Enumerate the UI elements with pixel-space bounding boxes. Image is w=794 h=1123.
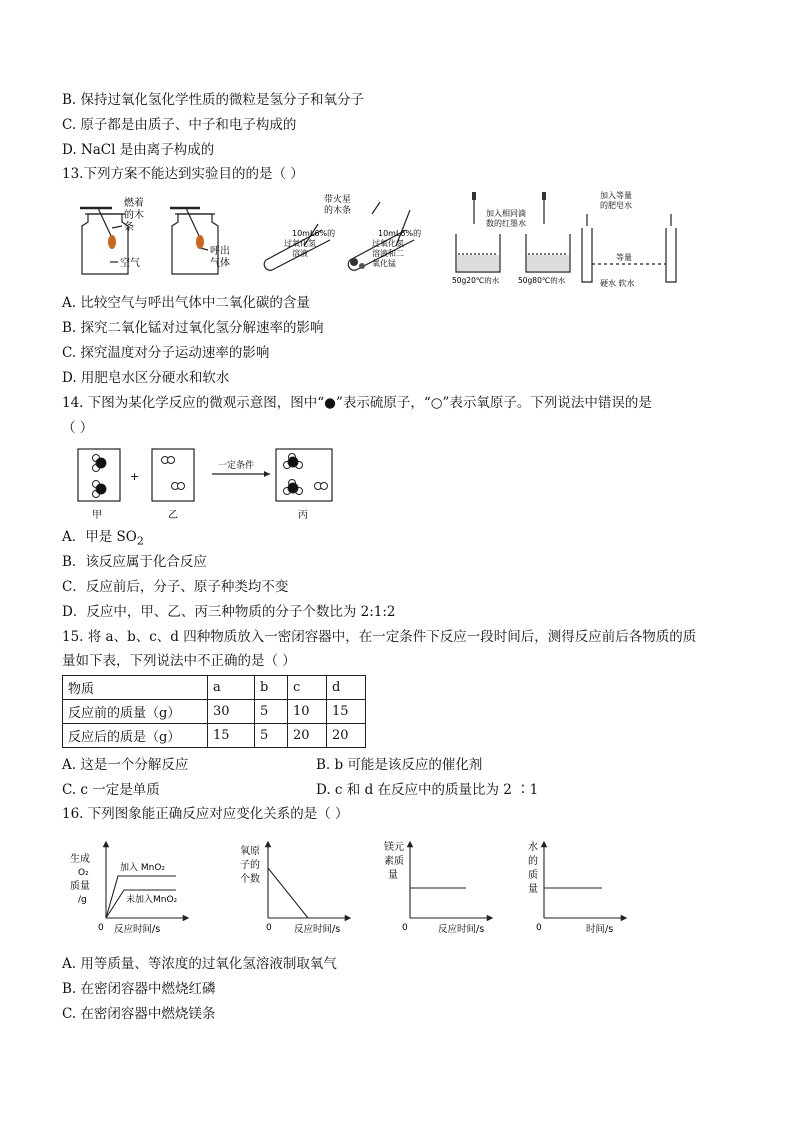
- svg-text:的: 的: [528, 856, 538, 867]
- table-cell: a: [208, 676, 255, 700]
- table-cell: 15: [327, 700, 366, 724]
- svg-text:10mL6%的: 10mL6%的: [292, 229, 336, 238]
- svg-text:等量: 等量: [616, 253, 632, 262]
- svg-text:未加入MnO₂: 未加入MnO₂: [126, 895, 178, 905]
- q13-option-a: A. 比较空气与呼出气体中二氧化碳的含量: [62, 295, 310, 311]
- q15-option-b: B. b 可能是该反应的催化剂: [316, 757, 483, 773]
- svg-text:0: 0: [98, 923, 104, 933]
- svg-text:量: 量: [388, 870, 398, 881]
- svg-text:溶液和二: 溶液和二: [372, 249, 404, 258]
- svg-text:+: +: [130, 470, 140, 483]
- svg-text:甲: 甲: [92, 510, 102, 521]
- table-cell: 15: [208, 724, 255, 748]
- q16-stem: 16. 下列图象能正确反应对应变化关系的是（ ）: [62, 806, 349, 822]
- svg-text:质: 质: [528, 870, 538, 881]
- table-cell: c: [288, 676, 327, 700]
- svg-text:个数: 个数: [240, 874, 260, 885]
- svg-text:的木: 的木: [124, 210, 144, 221]
- svg-text:燃着: 燃着: [124, 198, 144, 209]
- svg-text:硬水 软水: 硬水 软水: [600, 279, 635, 288]
- svg-text:丙: 丙: [298, 510, 308, 521]
- q16-graphs: [66, 838, 666, 948]
- q15-option-a: A. 这是一个分解反应: [62, 757, 189, 773]
- svg-text:带火星: 带火星: [324, 195, 352, 205]
- table-cell: 5: [255, 724, 288, 748]
- svg-text:镁元: 镁元: [384, 842, 404, 853]
- svg-text:加入等量: 加入等量: [600, 191, 632, 200]
- table-header-row: [63, 676, 366, 700]
- svg-text:反应时间/s: 反应时间/s: [114, 924, 161, 935]
- svg-text:氧化锰: 氧化锰: [372, 259, 396, 268]
- svg-text:0: 0: [402, 923, 408, 933]
- svg-text:反应时间/s: 反应时间/s: [438, 924, 485, 935]
- svg-text:O₂: O₂: [78, 868, 89, 878]
- svg-text:空气: 空气: [120, 258, 140, 269]
- svg-text:氧原: 氧原: [240, 846, 260, 857]
- svg-text:气体: 气体: [210, 258, 230, 269]
- q16-option-a: A. 用等质量、等浓度的过氧化氢溶液制取氧气: [62, 956, 337, 972]
- q16-option-b: B. 在密闭容器中燃烧红磷: [62, 981, 216, 997]
- svg-text:加入 MnO₂: 加入 MnO₂: [120, 863, 166, 873]
- q15-option-c: C. c 一定是单质: [62, 782, 160, 798]
- q15-mass-table: [62, 675, 366, 748]
- table-cell: 30: [208, 700, 255, 724]
- svg-text:呼出: 呼出: [210, 246, 230, 257]
- q12-option-b: B. 保持过氧化氢化学性质的微粒是氢分子和氧分子: [62, 92, 365, 108]
- q15-stem-line2: 量如下表，下列说法中不正确的是（ ）: [62, 653, 296, 669]
- q14-figure: [74, 446, 344, 526]
- svg-text:乙: 乙: [168, 510, 178, 521]
- svg-text:的木条: 的木条: [324, 206, 352, 216]
- q13-option-b: B. 探究二氧化锰对过氧化氢分解速率的影响: [62, 320, 324, 336]
- svg-text:过氧化氢: 过氧化氢: [372, 239, 404, 248]
- svg-text:过氧化氢: 过氧化氢: [284, 239, 316, 248]
- q13-stem: 13.下列方案不能达到实验目的的是（ ）: [62, 166, 304, 182]
- table-cell: 5: [255, 700, 288, 724]
- svg-text:生成: 生成: [70, 854, 90, 865]
- q13-figure: [60, 188, 690, 288]
- table-cell: b: [255, 676, 288, 700]
- q13-option-c: C. 探究温度对分子运动速率的影响: [62, 345, 270, 361]
- q16-option-c: C. 在密闭容器中燃烧镁条: [62, 1006, 216, 1022]
- svg-text:50g80℃的水: 50g80℃的水: [518, 276, 566, 285]
- svg-text:10mL6%的: 10mL6%的: [378, 229, 422, 238]
- table-cell: 20: [327, 724, 366, 748]
- svg-text:子的: 子的: [240, 860, 260, 871]
- svg-text:条: 条: [124, 222, 134, 233]
- q14-option-d: D．反应中，甲、乙、丙三种物质的分子个数比为 2:1:2: [62, 604, 396, 620]
- svg-text:量: 量: [528, 884, 538, 895]
- q14-option-c: C．反应前后，分子、原子种类均不变: [62, 579, 289, 595]
- svg-text:溶液: 溶液: [292, 249, 308, 258]
- q12-option-d: D. NaCl 是由离子构成的: [62, 142, 215, 158]
- table-cell: 反应前的质量（g）: [63, 700, 208, 724]
- table-cell: 20: [288, 724, 327, 748]
- svg-text:水: 水: [528, 842, 538, 853]
- table-row: [63, 700, 366, 724]
- q15-option-d: D. c 和 d 在反应中的质量比为 2 ∶1: [316, 782, 539, 798]
- svg-text:的肥皂水: 的肥皂水: [600, 201, 632, 210]
- q14-option-b: B．该反应属于化合反应: [62, 554, 207, 570]
- svg-text:反应时间/s: 反应时间/s: [294, 924, 341, 935]
- table-row: [63, 724, 366, 748]
- q14-stem: 14. 下图为某化学反应的微观示意图，图中“●”表示硫原子，“○”表示氧原子。下列说法中错误的是: [62, 395, 652, 411]
- svg-text:素质: 素质: [384, 856, 404, 867]
- svg-text:时间/s: 时间/s: [586, 924, 614, 935]
- table-cell: 10: [288, 700, 327, 724]
- table-cell: 物质: [63, 676, 208, 700]
- q14-answer-paren: （ ）: [62, 420, 94, 436]
- svg-text:加入相同滴: 加入相同滴: [486, 209, 526, 218]
- q15-stem-line1: 15. 将 a、b、c、d 四种物质放入一密闭容器中，在一定条件下反应一段时间后，测得反应前后各物质的质: [62, 629, 697, 645]
- svg-text:0: 0: [266, 923, 272, 933]
- svg-text:一定条件: 一定条件: [218, 461, 255, 471]
- svg-text:数的红墨水: 数的红墨水: [486, 219, 526, 228]
- table-cell: 反应后的质是（g）: [63, 724, 208, 748]
- q14-option-a: A．甲是 $SO_2$: [62, 529, 144, 548]
- q12-option-c: C. 原子都是由质子、中子和电子构成的: [62, 117, 297, 133]
- svg-text:质量: 质量: [70, 881, 90, 892]
- table-cell: d: [327, 676, 366, 700]
- svg-text:/g: /g: [78, 895, 87, 905]
- svg-text:50g20℃的水: 50g20℃的水: [452, 276, 500, 285]
- q13-option-d: D. 用肥皂水区分硬水和软水: [62, 370, 230, 386]
- svg-text:0: 0: [536, 923, 542, 933]
